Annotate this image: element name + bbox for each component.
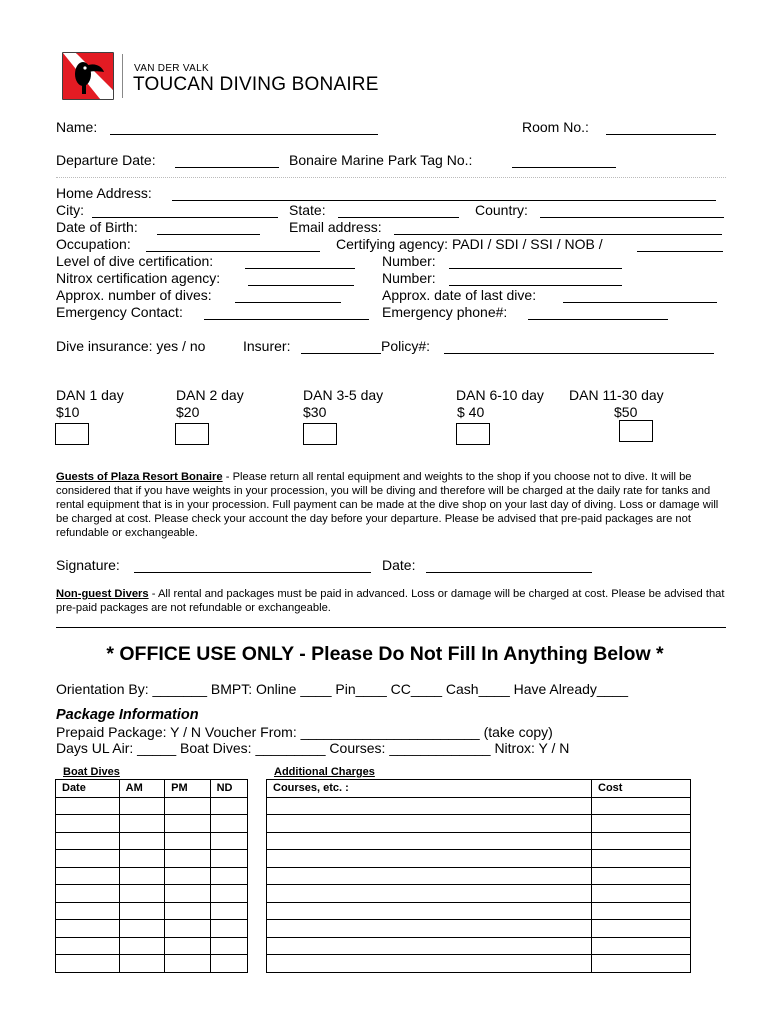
dive-insurance-label: Dive insurance: yes / no bbox=[56, 338, 206, 354]
table-cell[interactable] bbox=[56, 832, 120, 850]
level-cert-label: Level of dive certification: bbox=[56, 253, 214, 269]
package-heading: Package Information bbox=[56, 707, 199, 723]
table-cell[interactable] bbox=[119, 885, 164, 903]
home-address-label: Home Address: bbox=[56, 185, 152, 201]
table-cell[interactable] bbox=[56, 850, 120, 868]
table-cell[interactable] bbox=[165, 815, 210, 833]
table-cell[interactable] bbox=[56, 797, 120, 815]
table-cell[interactable] bbox=[165, 832, 210, 850]
state-field[interactable] bbox=[338, 217, 459, 218]
days-line: Days UL Air: _____ Boat Dives: _________ Courses: _____________ Nitrox: Y / N bbox=[56, 740, 570, 756]
emergency-contact-field[interactable] bbox=[204, 319, 369, 320]
table-row bbox=[267, 850, 691, 868]
table-cell[interactable] bbox=[119, 867, 164, 885]
table-header-row bbox=[56, 780, 248, 798]
table-cell[interactable] bbox=[56, 867, 120, 885]
table-cell[interactable] bbox=[56, 937, 120, 955]
table-cell[interactable] bbox=[592, 920, 691, 938]
header-courses: Courses, etc. : bbox=[267, 780, 592, 798]
name-field[interactable] bbox=[110, 134, 378, 135]
table-cell[interactable] bbox=[592, 955, 691, 973]
park-tag-field[interactable] bbox=[512, 167, 616, 168]
room-field[interactable] bbox=[606, 134, 716, 135]
table-cell[interactable] bbox=[165, 885, 210, 903]
insurer-field[interactable] bbox=[301, 353, 381, 354]
dan-option-label: DAN 3-5 day bbox=[303, 387, 384, 403]
table-cell[interactable] bbox=[165, 867, 210, 885]
dan-option-price: $ 40 bbox=[457, 404, 485, 420]
departure-field[interactable] bbox=[175, 167, 279, 168]
approx-dives-field[interactable] bbox=[235, 302, 341, 303]
dan-option-label: DAN 1 day bbox=[56, 387, 124, 403]
prepaid-line: Prepaid Package: Y / N Voucher From: _______________________ (take copy) bbox=[56, 724, 553, 740]
table-cell[interactable] bbox=[119, 955, 164, 973]
brand-name: TOUCAN DIVING BONAIRE bbox=[133, 74, 379, 95]
guests-notice bbox=[56, 470, 726, 540]
dob-label: Date of Birth: bbox=[56, 219, 138, 235]
header-am: AM bbox=[119, 780, 164, 798]
park-tag-label: Bonaire Marine Park Tag No.: bbox=[289, 152, 473, 168]
boat-dives-table bbox=[55, 779, 248, 973]
city-field[interactable] bbox=[92, 217, 278, 218]
table-row bbox=[267, 832, 691, 850]
table-row bbox=[56, 902, 248, 920]
table-row bbox=[267, 815, 691, 833]
table-cell[interactable] bbox=[119, 902, 164, 920]
table-row bbox=[267, 955, 691, 973]
policy-field[interactable] bbox=[444, 353, 714, 354]
boat-dives-title: Boat Dives bbox=[63, 766, 120, 778]
table-cell[interactable] bbox=[210, 885, 247, 903]
table-cell[interactable] bbox=[267, 797, 592, 815]
table-row bbox=[267, 867, 691, 885]
table-row bbox=[56, 832, 248, 850]
certifying-agency-label: Certifying agency: PADI / SDI / SSI / NOB / bbox=[336, 236, 603, 252]
nonguest-heading: Non-guest Divers bbox=[56, 588, 149, 600]
table-cell[interactable] bbox=[267, 955, 592, 973]
nitrox-agency-field[interactable] bbox=[248, 285, 354, 286]
occupation-field[interactable] bbox=[146, 251, 320, 252]
table-row bbox=[56, 850, 248, 868]
table-cell[interactable] bbox=[119, 920, 164, 938]
dan-option-price: $10 bbox=[56, 404, 80, 420]
orientation-line: Orientation By: _______ BMPT: Online ____ Pin____ CC____ Cash____ Have Already____ bbox=[56, 681, 629, 697]
table-cell[interactable] bbox=[165, 937, 210, 955]
approx-dives-label: Approx. number of dives: bbox=[56, 287, 212, 303]
table-cell[interactable] bbox=[267, 885, 592, 903]
dan-option-label: DAN 6-10 day bbox=[456, 387, 544, 403]
name-label: Name: bbox=[56, 119, 98, 135]
table-header-row bbox=[267, 780, 691, 798]
dan-option-price: $30 bbox=[303, 404, 327, 420]
dan-2-day-checkbox[interactable] bbox=[175, 423, 209, 445]
table-cell[interactable] bbox=[56, 920, 120, 938]
table-row bbox=[267, 885, 691, 903]
table-cell[interactable] bbox=[210, 815, 247, 833]
occupation-label: Occupation: bbox=[56, 236, 131, 252]
table-cell[interactable] bbox=[267, 937, 592, 955]
dan-option-label: DAN 11-30 day bbox=[569, 387, 664, 403]
country-label: Country: bbox=[475, 202, 528, 218]
dan-1-day-checkbox[interactable] bbox=[55, 423, 89, 445]
nitrox-agency-label: Nitrox certification agency: bbox=[56, 270, 221, 286]
dob-field[interactable] bbox=[157, 234, 260, 235]
table-cell[interactable] bbox=[119, 815, 164, 833]
table-cell[interactable] bbox=[56, 885, 120, 903]
table-cell[interactable] bbox=[56, 902, 120, 920]
number1-field[interactable] bbox=[449, 268, 622, 269]
nonguest-text: - All rental and packages must be paid in advanced. Loss or damage will be charged at cost. Please be advised that pre-paid packages are not refundable or exchangeable. bbox=[56, 588, 725, 614]
table-row bbox=[56, 955, 248, 973]
office-use-title: * OFFICE USE ONLY - Please Do Not Fill In Anything Below * bbox=[106, 643, 664, 665]
table-cell[interactable] bbox=[165, 902, 210, 920]
dan-option-label: DAN 2 day bbox=[176, 387, 244, 403]
table-cell[interactable] bbox=[267, 867, 592, 885]
signature-field[interactable] bbox=[134, 572, 371, 573]
table-cell[interactable] bbox=[165, 850, 210, 868]
table-cell[interactable] bbox=[56, 815, 120, 833]
table-cell[interactable] bbox=[592, 832, 691, 850]
table-cell[interactable] bbox=[210, 850, 247, 868]
brand-sub: VAN DER VALK bbox=[134, 63, 209, 74]
table-row bbox=[56, 937, 248, 955]
number2-field[interactable] bbox=[449, 285, 622, 286]
dan-option-price: $50 bbox=[614, 404, 638, 420]
number2-label: Number: bbox=[382, 270, 436, 286]
table-cell[interactable] bbox=[267, 920, 592, 938]
table-cell[interactable] bbox=[210, 920, 247, 938]
header-date: Date bbox=[56, 780, 120, 798]
last-dive-label: Approx. date of last dive: bbox=[382, 287, 537, 303]
table-cell[interactable] bbox=[119, 797, 164, 815]
dan-3-5-day-checkbox[interactable] bbox=[303, 423, 337, 445]
table-cell[interactable] bbox=[119, 937, 164, 955]
table-cell[interactable] bbox=[210, 867, 247, 885]
emergency-contact-label: Emergency Contact: bbox=[56, 304, 183, 320]
nonguest-notice bbox=[56, 587, 726, 615]
guests-text: - Please return all rental equipment and weights to the shop if you choose not to dive. It will be considered that if you have weights in your procession, you will be diving and therefore will be charged at the daily rate for tanks and rental equipment that is in your procession. Full payment can be made at the dive shop on your last day of diving. Loss or damage will be charged at cost. Please check your account the day before your departure. Please be advised that pre-paid packages are not refundable or exchangeable. bbox=[56, 471, 719, 539]
last-dive-field[interactable] bbox=[563, 302, 717, 303]
section-divider bbox=[56, 627, 726, 628]
header-cost: Cost bbox=[592, 780, 691, 798]
table-cell[interactable] bbox=[267, 902, 592, 920]
dan-11-30-day-checkbox[interactable] bbox=[619, 420, 653, 442]
level-cert-field[interactable] bbox=[245, 268, 355, 269]
table-cell[interactable] bbox=[165, 797, 210, 815]
table-cell[interactable] bbox=[267, 850, 592, 868]
guests-heading: Guests of Plaza Resort Bonaire bbox=[56, 471, 223, 483]
table-row bbox=[267, 902, 691, 920]
table-row bbox=[56, 815, 248, 833]
table-cell[interactable] bbox=[210, 902, 247, 920]
table-cell[interactable] bbox=[210, 832, 247, 850]
table-cell[interactable] bbox=[592, 867, 691, 885]
table-row bbox=[267, 920, 691, 938]
certifying-agency-field[interactable] bbox=[637, 251, 723, 252]
divider bbox=[56, 177, 726, 178]
header-pm: PM bbox=[165, 780, 210, 798]
date-field[interactable] bbox=[426, 572, 592, 573]
table-cell[interactable] bbox=[210, 797, 247, 815]
policy-label: Policy#: bbox=[381, 338, 431, 354]
table-row bbox=[56, 885, 248, 903]
toucan-dive-flag-logo-icon bbox=[62, 52, 114, 100]
emergency-phone-label: Emergency phone#: bbox=[382, 304, 508, 320]
departure-label: Departure Date: bbox=[56, 152, 156, 168]
emergency-phone-field[interactable] bbox=[528, 319, 668, 320]
header-nd: ND bbox=[210, 780, 247, 798]
state-label: State: bbox=[289, 202, 326, 218]
signature-label: Signature: bbox=[56, 557, 120, 573]
number1-label: Number: bbox=[382, 253, 436, 269]
email-label: Email address: bbox=[289, 219, 382, 235]
home-address-field[interactable] bbox=[172, 200, 716, 201]
table-cell[interactable] bbox=[592, 902, 691, 920]
table-cell[interactable] bbox=[119, 850, 164, 868]
room-label: Room No.: bbox=[522, 119, 589, 135]
table-cell[interactable] bbox=[592, 850, 691, 868]
table-cell[interactable] bbox=[210, 955, 247, 973]
table-cell[interactable] bbox=[592, 885, 691, 903]
dan-6-10-day-checkbox[interactable] bbox=[456, 423, 490, 445]
additional-charges-table bbox=[266, 779, 691, 973]
table-row bbox=[267, 797, 691, 815]
email-field[interactable] bbox=[394, 234, 722, 235]
additional-charges-title: Additional Charges bbox=[274, 766, 375, 778]
brand-divider bbox=[122, 54, 123, 98]
table-cell[interactable] bbox=[210, 937, 247, 955]
table-row bbox=[56, 867, 248, 885]
dan-option-price: $20 bbox=[176, 404, 200, 420]
table-cell[interactable] bbox=[165, 955, 210, 973]
table-row bbox=[56, 797, 248, 815]
table-cell[interactable] bbox=[165, 920, 210, 938]
date-label: Date: bbox=[382, 557, 416, 573]
table-cell[interactable] bbox=[56, 955, 120, 973]
table-row bbox=[56, 920, 248, 938]
city-label: City: bbox=[56, 202, 84, 218]
table-cell[interactable] bbox=[119, 832, 164, 850]
table-cell[interactable] bbox=[592, 815, 691, 833]
country-field[interactable] bbox=[540, 217, 724, 218]
table-cell[interactable] bbox=[267, 832, 592, 850]
table-row bbox=[267, 937, 691, 955]
table-cell[interactable] bbox=[267, 815, 592, 833]
table-cell[interactable] bbox=[592, 937, 691, 955]
insurer-label: Insurer: bbox=[243, 338, 291, 354]
table-cell[interactable] bbox=[592, 797, 691, 815]
